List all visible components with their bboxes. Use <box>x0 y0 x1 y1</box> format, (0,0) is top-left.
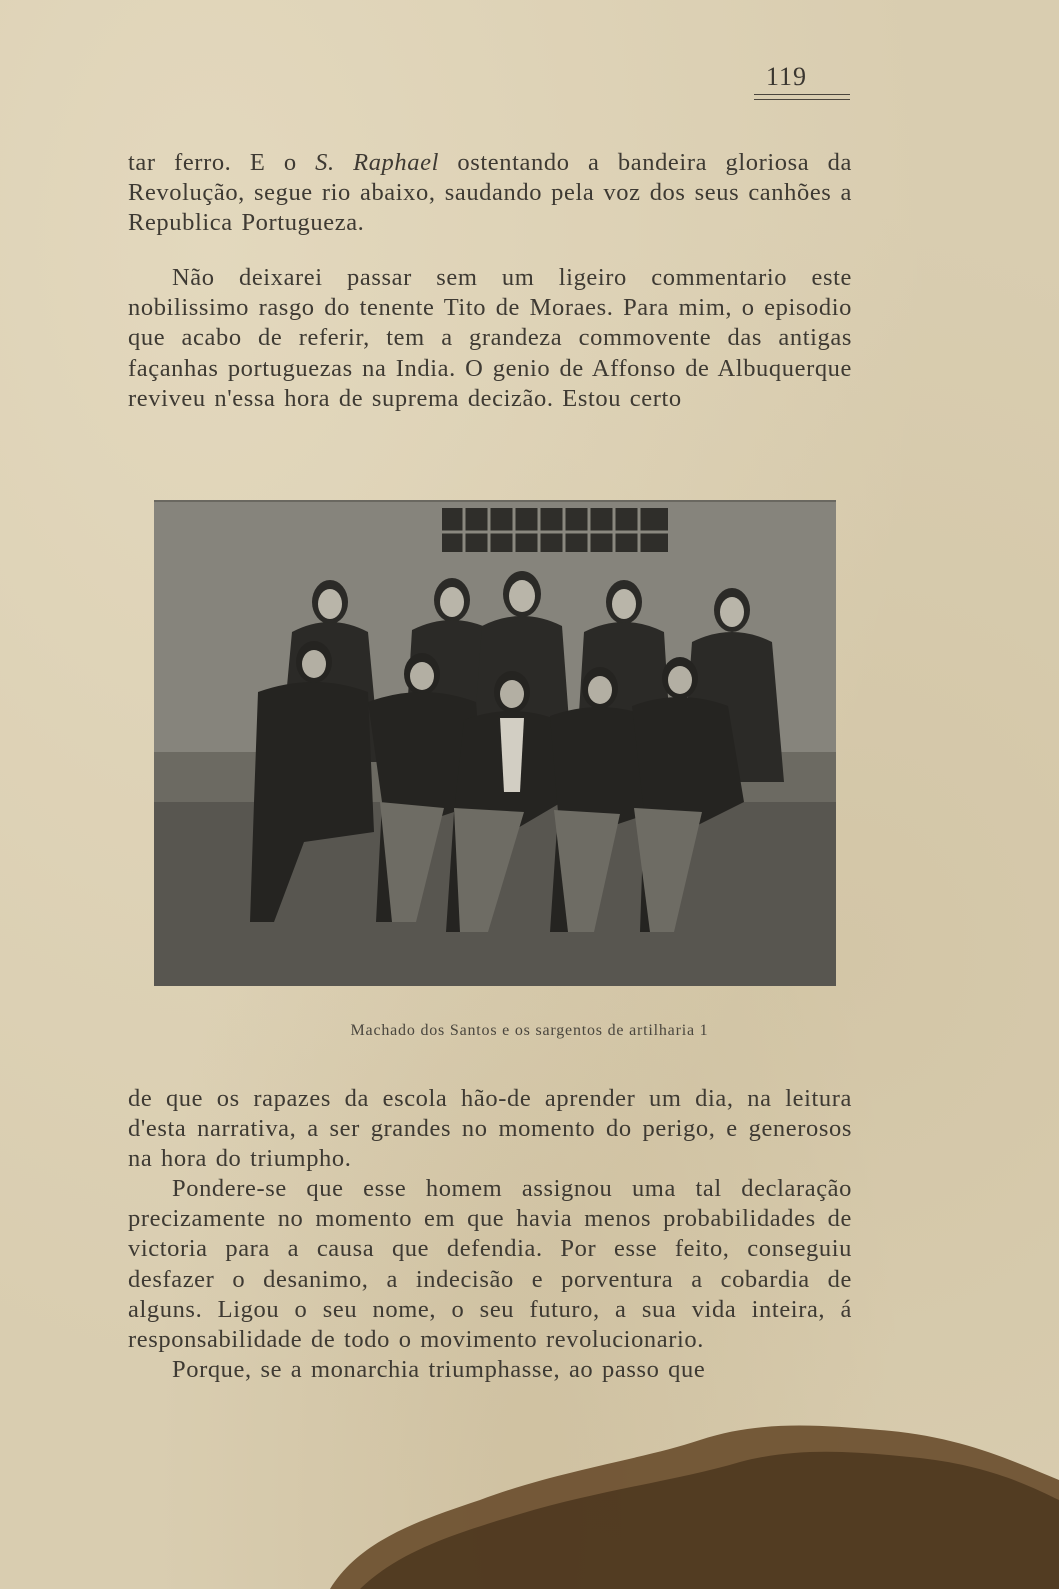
paragraph: de que os rapazes da escola hão-de aprender um dia, na leitura d'esta narrativa, a ser grandes no momento do perigo, e generosos na hora do triumpho. <box>128 1085 852 1173</box>
figure-caption: Machado dos Santos e os sargentos de artilharia 1 <box>350 1022 709 1039</box>
top-text-block <box>128 148 852 414</box>
paragraph: Não deixarei passar sem um ligeiro commentario este nobilissimo rasgo do tenente Tito de Moraes. Para mim, o episodio que acabo de referir, tem a grandeza commovente das antigas façanhas portuguezas na India. O genio de Affonso de Albuquerque reviveu n'essa hora de suprema decizão. Estou certo <box>128 264 852 412</box>
paragraph: Pondere-se que esse homem assignou uma tal declaração precizamente no momento em que havia menos probabilidades de victoria para a causa que defendia. Por esse feito, conseguiu desfazer o desanimo, a indecisão e porventura a cobardia de alguns. Ligou o seu nome, o seu futuro, a sua vida inteira, á responsabilidade de todo o movimento revolucionario. <box>128 1175 852 1353</box>
bottom-text-block <box>128 1084 852 1385</box>
header-rule <box>754 99 850 100</box>
page-number: 119 <box>766 62 808 91</box>
paragraph: tar ferro. E o S. Raphael ostentando a bandeira gloriosa da Revolução, segue rio abaixo, saudando pela voz dos seus canhões a Republica Portugueza. <box>128 149 852 237</box>
paragraph: Porque, se a monarchia triumphasse, ao passo que <box>172 1355 706 1383</box>
ship-name: S. Raphael <box>315 149 439 176</box>
group-photograph <box>154 500 836 986</box>
header-rule <box>754 94 850 95</box>
